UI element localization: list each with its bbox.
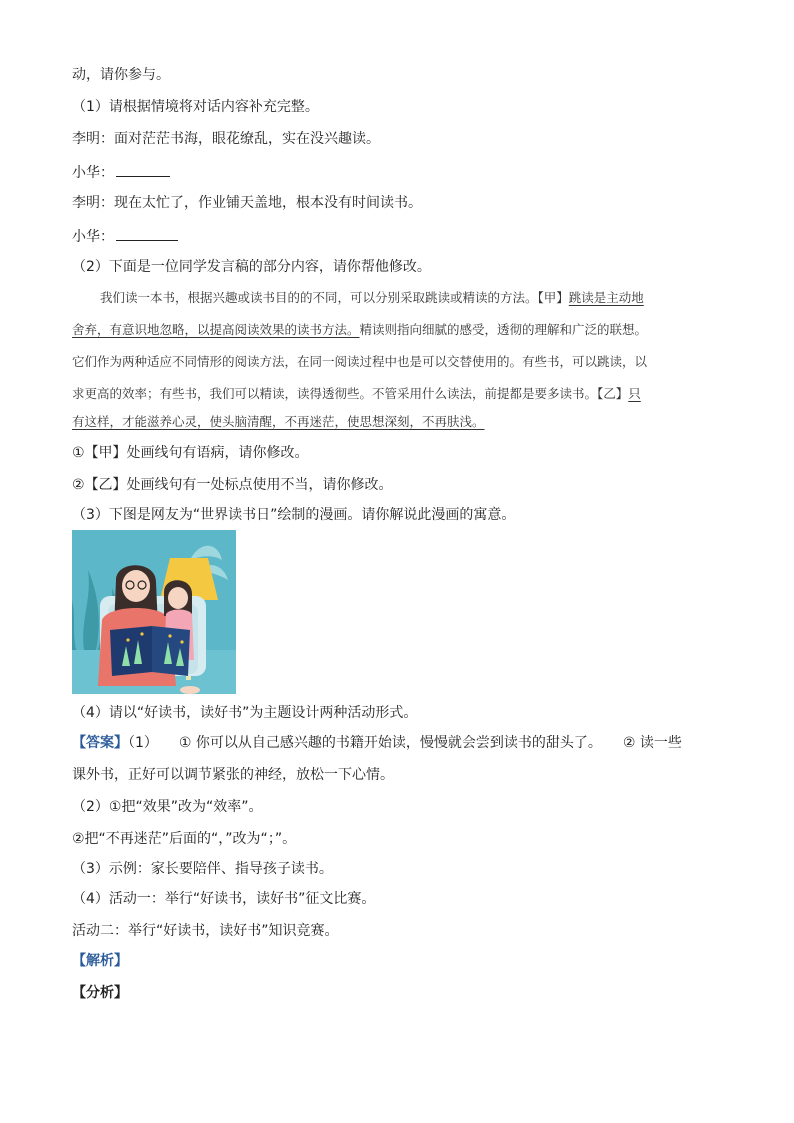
essay-underline-jia: 舍弃，有意识地忽略，以提高阅读效果的读书方法。 (72, 322, 360, 337)
answer-line-5: （3）示例：家长要陪伴、指导孩子读书。 (72, 861, 333, 877)
fenxi-label: 【分析】 (72, 985, 128, 1001)
answer-line-4: ②把“不再迷茫”后面的“，”改为“；”。 (72, 831, 297, 847)
essay-row-1 (100, 290, 750, 306)
question-4-prompt: （4）请以“好读书，读好书”为主题设计两种活动形式。 (72, 705, 418, 721)
answer-label: 【答案】 (72, 735, 128, 751)
essay-text: 我们读一本书，根据兴趣或读书目的的不同，可以分别采取跳读或精读的方法。【甲】 (100, 290, 569, 305)
speaker-label: 小华： (72, 165, 114, 181)
essay-underline-yi: 只 (628, 386, 641, 401)
essay-row-5 (72, 414, 722, 430)
question-3-prompt: （3）下图是网友为“世界读书日”绘制的漫画。请你解说此漫画的寓意。 (72, 507, 516, 523)
essay-underline-jia: 跳读是主动地 (568, 290, 644, 305)
speaker-label: 小华： (72, 229, 114, 245)
answer-blank (116, 162, 170, 177)
question-1-prompt: （1）请根据情境将对话内容补充完整。 (72, 99, 319, 115)
answer-blank (116, 226, 178, 241)
question-2-1: ①【甲】处画线句有语病，请你修改。 (72, 445, 309, 461)
answer-line-2: 课外书，正好可以调节紧张的神经，放松一下心情。 (72, 767, 394, 783)
essay-row-4 (72, 386, 722, 402)
answer-line-3: （2）①把“效果”改为“效率”。 (72, 799, 263, 815)
reading-illustration (72, 530, 236, 694)
answer-line-7: 活动二：举行“好读书，读好书”知识竞赛。 (72, 923, 339, 939)
essay-text: 精读则指向细腻的感受，透彻的理解和广泛的联想。 (359, 322, 648, 337)
dialog-liming-1: 李明：面对茫茫书海，眼花缭乱，实在没兴趣读。 (72, 131, 380, 147)
intro-line: 动，请你参与。 (72, 67, 170, 83)
dialog-liming-2: 李明：现在太忙了，作业铺天盖地，根本没有时间读书。 (72, 195, 422, 211)
answer-text: （1） ① 你可以从自己感兴趣的书籍开始读，慢慢就会尝到读书的甜头了。 ② 读一些 (128, 735, 682, 751)
dialog-xiaohua-2 (72, 226, 178, 246)
essay-text: 求更高的效率；有些书，我们可以精读，读得透彻些。不管采用什么读法，前提都是要多读书。【乙】 (72, 386, 629, 401)
question-2-prompt: （2）下面是一位同学发言稿的部分内容，请你帮他修改。 (72, 259, 431, 275)
question-2-2: ②【乙】处画线句有一处标点使用不当，请你修改。 (72, 477, 393, 493)
essay-row-2 (72, 322, 722, 338)
answer-line-1 (72, 734, 682, 752)
dialog-xiaohua-1 (72, 162, 170, 182)
answer-line-6: （4）活动一：举行“好读书，读好书”征文比赛。 (72, 891, 376, 907)
essay-row-3: 它们作为两种适应不同情形的阅读方法，在同一阅读过程中也是可以交替使用的。有些书，可以跳读，以 (72, 354, 648, 369)
essay-underline-yi: 有这样，才能滋养心灵，使头脑清醒，不再迷茫，使思想深刻，不再肤浅。 (72, 414, 485, 429)
analysis-label: 【解析】 (72, 953, 128, 969)
